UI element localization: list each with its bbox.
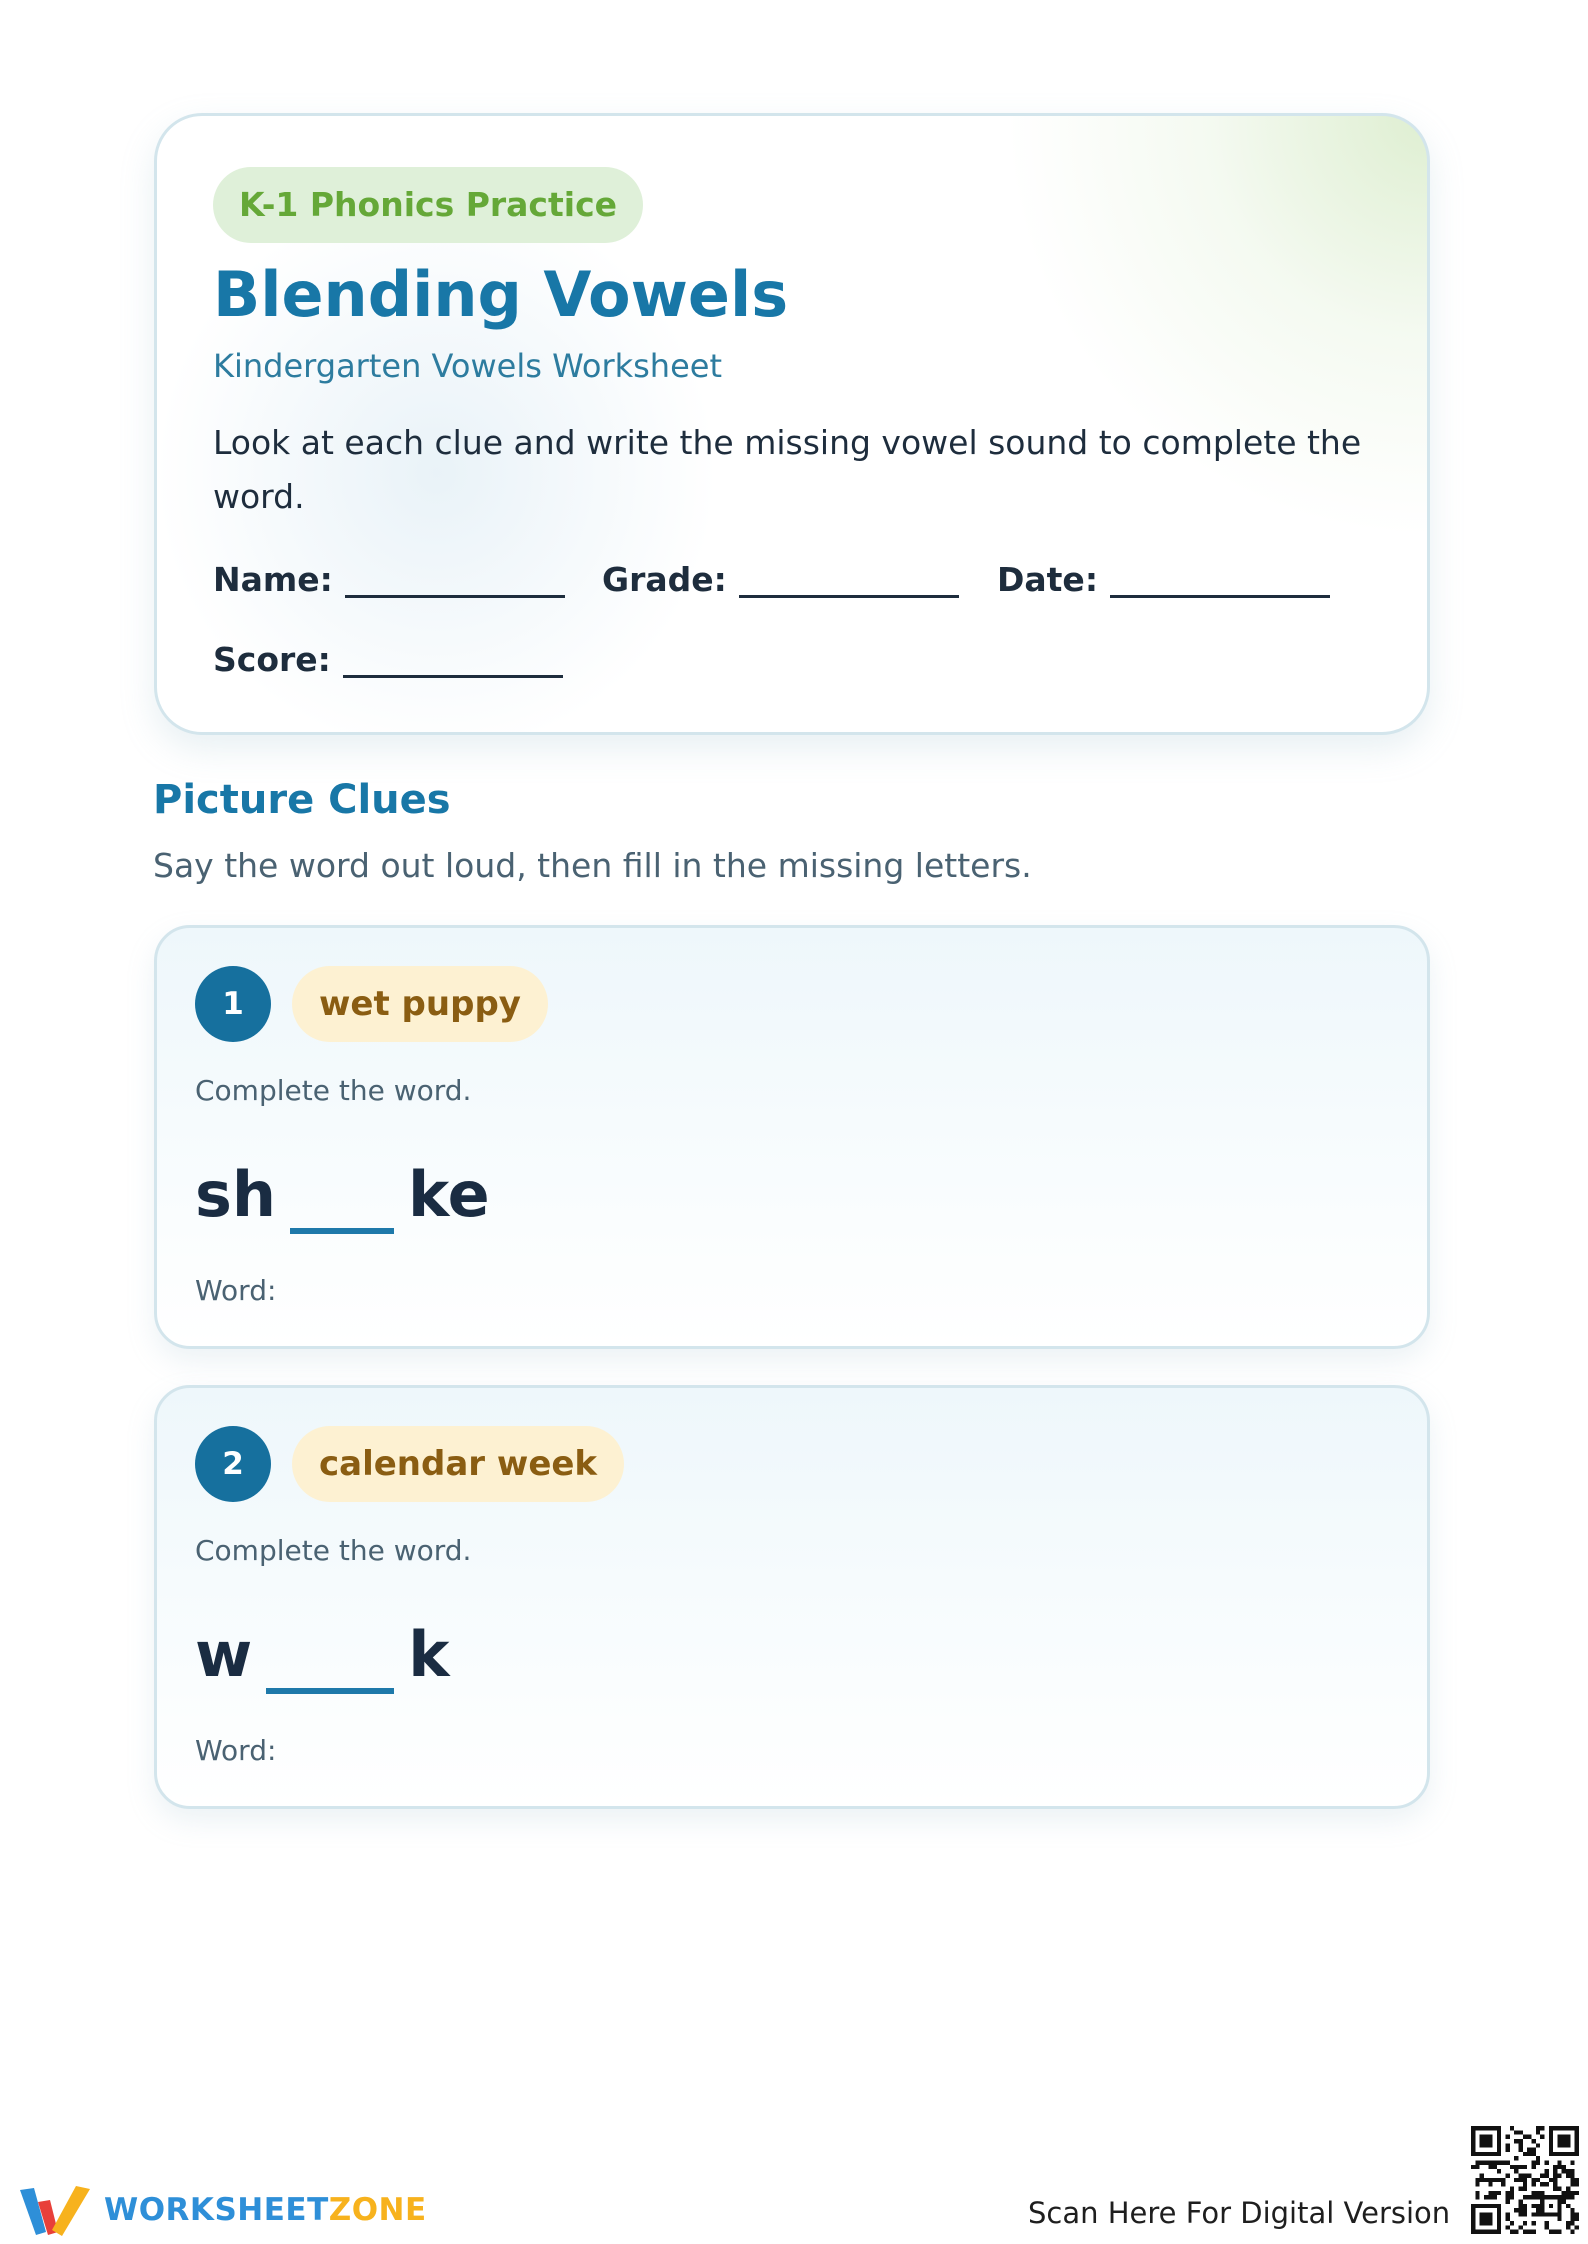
name-line[interactable]	[345, 595, 565, 598]
question-card-1	[154, 925, 1430, 1349]
brand-logo	[18, 2180, 427, 2240]
grade-label: Grade:	[602, 560, 727, 599]
brand-name	[104, 2188, 427, 2232]
word-puzzle-2	[195, 1616, 450, 1694]
word-label-1: Word:	[195, 1274, 277, 1307]
grade-line[interactable]	[739, 595, 959, 598]
word-suffix-2: k	[408, 1618, 450, 1691]
name-label: Name:	[213, 560, 333, 599]
clue-badge-2: calendar week	[292, 1426, 624, 1502]
qr-code-icon[interactable]	[1471, 2126, 1579, 2234]
score-field[interactable]	[213, 638, 563, 682]
grade-field[interactable]	[602, 558, 959, 602]
word-label-2: Word:	[195, 1734, 277, 1767]
question-prompt-2: Complete the word.	[195, 1534, 472, 1567]
section-title: Picture Clues	[153, 777, 451, 823]
question-prompt-1: Complete the word.	[195, 1074, 472, 1107]
answer-blank-2[interactable]	[266, 1616, 394, 1694]
word-suffix-1: ke	[408, 1158, 490, 1231]
question-number-1: 1	[195, 966, 271, 1042]
clue-badge-1: wet puppy	[292, 966, 548, 1042]
header-card	[154, 113, 1430, 735]
grade-level-badge: K-1 Phonics Practice	[213, 167, 643, 243]
name-field[interactable]	[213, 558, 565, 602]
word-prefix-2: w	[195, 1618, 253, 1691]
word-puzzle-1	[195, 1156, 490, 1234]
worksheet-subtitle: Kindergarten Vowels Worksheet	[213, 347, 722, 385]
brand-name-part2: ZONE	[328, 2192, 427, 2228]
date-line[interactable]	[1110, 595, 1330, 598]
answer-blank-1[interactable]	[290, 1156, 394, 1234]
question-card-2	[154, 1385, 1430, 1809]
score-line[interactable]	[343, 675, 563, 678]
worksheetzone-logo-icon	[18, 2180, 96, 2240]
score-label: Score:	[213, 640, 331, 679]
word-prefix-1: sh	[195, 1158, 277, 1231]
worksheet-title: Blending Vowels	[213, 258, 789, 331]
scan-prompt-text: Scan Here For Digital Version	[1028, 2196, 1451, 2230]
date-label: Date:	[997, 560, 1099, 599]
question-number-2: 2	[195, 1426, 271, 1502]
date-field[interactable]	[997, 558, 1330, 602]
brand-name-part1: WORKSHEET	[104, 2192, 329, 2228]
section-description: Say the word out loud, then fill in the missing letters.	[153, 846, 1032, 885]
instructions-text: Look at each clue and write the missing vowel sound to complete the word.	[213, 423, 1362, 516]
